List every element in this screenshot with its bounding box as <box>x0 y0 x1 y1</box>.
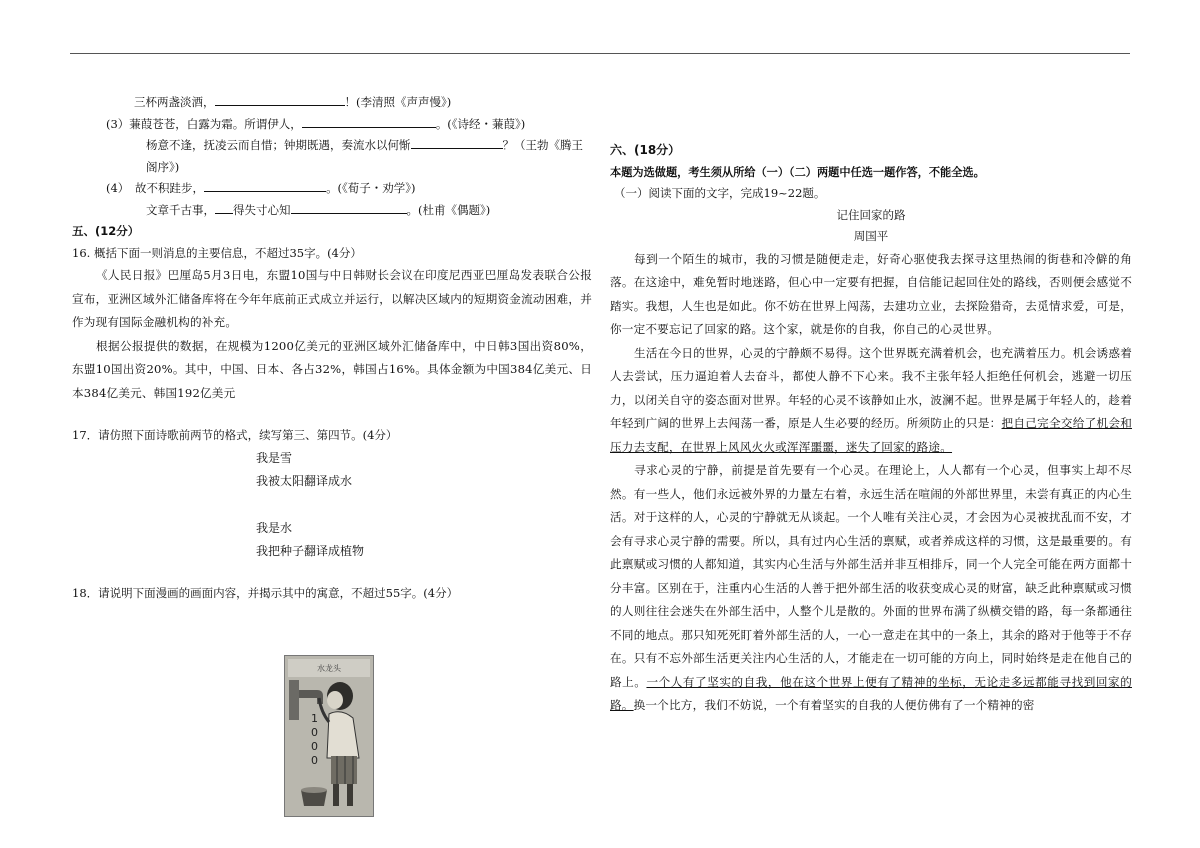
text: (4） 故不积跬步， <box>106 181 205 195</box>
underlined-sentence: 一个人有了坚实的自我，他在这个世界上便有了精神的坐标，无论走多远都能寻找到回家的路。 <box>610 674 1132 712</box>
text: 换一个比方，我们不妨说，一个有着坚实的自我的人便仿佛有了一个精神的密 <box>633 698 1035 712</box>
article-author: 周国平 <box>853 229 889 243</box>
article-title: 记住回家的路 <box>836 207 906 222</box>
item-3-line-1 <box>72 114 592 136</box>
article-para-3 <box>610 459 1132 718</box>
question-17: 17．请仿照下面诗歌前两节的格式，续写第三、第四节。(4分） <box>72 428 398 442</box>
underlined-sentence: 把自己完全交给了机会和压力去支配，在世界上风风火火或浑浑噩噩，迷失了回家的路途。 <box>610 416 1132 454</box>
text: 。(《荀子・劝学》) <box>326 181 416 195</box>
text: 三杯两盏淡酒， <box>134 95 215 109</box>
drop-number: 1 <box>311 712 318 725</box>
text: 文章千古事， <box>146 202 215 217</box>
poem-line: 我把种子翻译成植物 <box>256 543 365 558</box>
item-3-line-2 <box>72 135 592 157</box>
cartoon-drawing <box>285 656 373 816</box>
question-16: 16. 概括下面一则消息的主要信息，不超过35字。(4分） <box>72 245 362 260</box>
section-6-heading: 六、(18分） <box>610 143 681 157</box>
text: 生活在今日的世界，心灵的宁静颇不易得。这个世界既充满着机会，也充满着压力。机会诱惑着人去尝试，压力逼迫着人去奋斗，都使人静不下心来。我不主张年轻人拒绝任何机会，逃避一切压力，以闭关自守的姿态面对世界。年轻的心灵不该静如止水，波澜不起。世界是属于年轻人的，趁着年轻到广阔的世界上去闯荡一番，原是人生必要的经历。所须防止的只是： <box>610 345 1132 430</box>
drop-number: 0 <box>311 726 318 739</box>
answer-blank[interactable] <box>204 179 326 192</box>
text: (3）蒹葭苍苍，白露为霜。所谓伊人， <box>106 116 302 131</box>
question-18: 18．请说明下面漫画的画面内容，并揭示其中的寓意，不超过55字。(4分） <box>72 585 459 600</box>
left-column <box>72 92 592 604</box>
poem-line: 我是水 <box>256 520 293 535</box>
question-16-news-para-2: 根据公报提供的数据，在规模为1200亿美元的亚洲区域外汇储备库中，中日韩3国出资80%，东盟10国出资20%。其中，中国、日本、各占32%，韩国占16%。具体金额为中国384亿美元、日本384亿美元、韩国192亿美元 <box>72 338 592 400</box>
cartoon-image <box>284 655 374 817</box>
text: 寻求心灵的宁静，前提是首先要有一个心灵。在理论上，人人都有一个心灵，但事实上却不尽然。有一些人，他们永远被外界的力量左右着，永远生活在喧闹的外部世界里，未尝有真正的内心生活。对于这样的人，心灵的宁静就无从谈起。一个人唯有关注心灵，才会因为心灵被扰乱而不安，才会有寻求心灵宁静的需要。所以，具有过内心生活的禀赋，或者养成这样的习惯，这是最重要的。有此禀赋或习惯的人都知道，其实内心生活与外部生活并非互相排斥，同一个人完全可能在两方面都十分丰富。区别在于，注重内心生活的人善于把外部生活的收获变成心灵的财富，缺乏此种禀赋或习惯的人则往往会迷失在外部生活中，人整个儿是散的。外面的世界布满了纵横交错的路，每一条都通往不同的地点。那只知死死盯着外部生活的人，一心一意走在其中的一条上，其余的路对于他等于不存在。只有不忘外部生活更关注内心生活的人，才能走在一切可能的方向上，同时始终是走在他自己的路上。 <box>610 463 1132 689</box>
answer-blank[interactable] <box>291 201 407 214</box>
question-16-news-para-1: 《人民日报》巴厘岛5月3日电，东盟10国与中日韩财长会议在印度尼西亚巴厘岛发表联合公报宣布，亚洲区域外汇储备库将在今年年底前正式成立并运行，以解决区域内的短期资金流动困难，并作为现有国际金融机构的补充。 <box>72 268 592 329</box>
poem-line-1 <box>72 92 592 114</box>
text: 杨意不逢，抚凌云而自惜；钟期既遇，奏流水以何惭 <box>146 138 411 152</box>
article-para-2 <box>610 342 1132 460</box>
item-3-line-3: 阁序》) <box>146 159 180 174</box>
article-para-1: 每到一个陌生的城市，我的习惯是随便走走，好奇心驱使我去探寻这里热闹的街巷和冷僻的角落。在这途中，难免暂时地迷路，但心中一定要有把握，自信能记起回住处的路线，否则便会感觉不踏实。我想，人生也是如此。你不妨在世界上闯荡，去建功立业，去探险猎奇，去觅情求爱，可是，你一定不要忘记了回家的路。这个家，就是你的自我，你自己的心灵世界。 <box>610 251 1132 336</box>
sub-question-heading: （一）阅读下面的文字，完成19~22题。 <box>614 186 826 200</box>
poem-line: 我被太阳翻译成水 <box>256 473 353 488</box>
caption: 水龙头 <box>317 664 341 673</box>
item-4-line-1 <box>72 178 592 200</box>
text: 。(杜甫《偶题》) <box>406 202 491 217</box>
answer-blank[interactable] <box>215 201 233 214</box>
text: 得失寸心知 <box>233 202 291 217</box>
drop-number: 0 <box>311 754 318 767</box>
text: 。(《诗经・蒹葭》) <box>435 116 526 131</box>
answer-blank[interactable] <box>411 136 503 149</box>
right-column <box>610 140 1132 718</box>
drop-number: 0 <box>311 740 318 753</box>
header-rule <box>70 53 1130 54</box>
item-4-line-2 <box>72 200 592 222</box>
section-6-instruction: 本题为选做题，考生须从所给（一）（二）两题中任选一题作答，不能全选。 <box>610 165 985 179</box>
text: ！(李清照《声声慢》) <box>344 95 452 109</box>
answer-blank[interactable] <box>302 115 436 128</box>
section-5-heading: 五、(12分） <box>72 224 140 238</box>
poem-line: 我是雪 <box>256 450 293 465</box>
text: ？（王勃《腾王 <box>502 138 583 152</box>
answer-blank[interactable] <box>215 93 345 106</box>
